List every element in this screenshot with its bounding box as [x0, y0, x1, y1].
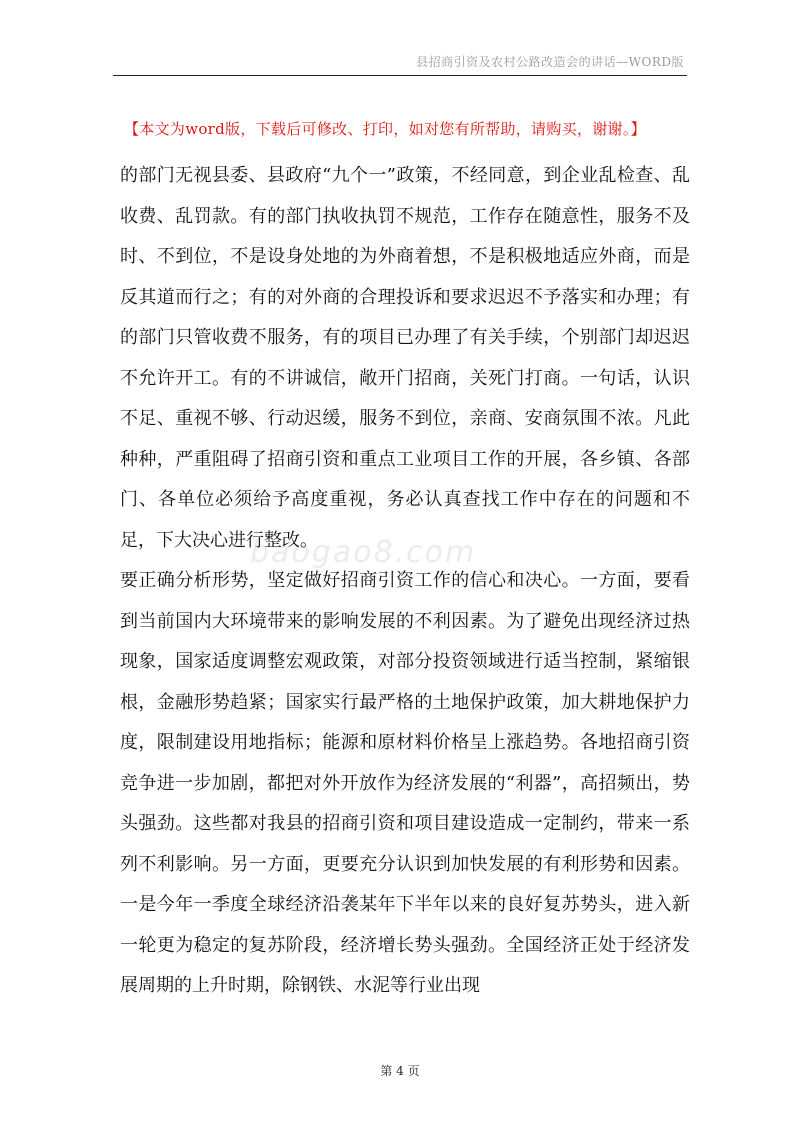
- paragraph: 的部门无视县委、县政府“九个一”政策，不经同意，到企业乱检查、乱收费、乱罚款。有的部门执收执罚不规范，工作存在随意性，服务不及时、不到位，不是设身处地的为外商着想，不是积极地适应外商，而是反其道而行之；有的对外商的合理投诉和要求迟迟不予落实和办理；有的部门只管收费不服务，有的项目已办理了有关手续，个别部门却迟迟不允许开工。有的不讲诚信，敞开门招商，关死门打商。一句话，认识不足、重视不够、行动迟缓，服务不到位，亲商、安商氛围不浓。凡此种种，严重阻碍了招商引资和重点工业项目工作的开展，各乡镇、各部门、各单位必须给予高度重视，务必认真查找工作中存在的问题和不足，下大决心进行整改。: [120, 165, 690, 551]
- page-header-title: 县招商引资及农村公路改造会的讲话—WORD版: [416, 55, 684, 69]
- watermark: baogao8.com: [250, 535, 477, 570]
- download-notice: 【本文为word版，下载后可修改、打印，如对您有所帮助，请购买，谢谢。】: [124, 120, 646, 138]
- paragraph: 要正确分析形势，坚定做好招商引资工作的信心和决心。一方面，要看到当前国内大环境带来的影响发展的不利因素。为了避免出现经济过热现象，国家适度调整宏观政策，对部分投资领域进行适当控制，紧缩银根，金融形势趋紧；国家实行最严格的土地保护政策，加大耕地保护力度，限制建设用地指标；能源和原材料价格呈上涨趋势。各地招商引资竞争进一步加剧，都把对外开放作为经济发展的“利器”，高招频出，势头强劲。这些都对我县的招商引资和项目建设造成一定制约，带来一系列不利影响。另一方面，更要充分认识到加快发展的有利形势和因素。一是今年一季度全球经济沿袭某年下半年以来的良好复苏势头，进入新一轮更为稳定的复苏阶段，经济增长势头强劲。全国经济正处于经济发展周期的上升时期，除钢铁、水泥等行业出现: [120, 570, 690, 996]
- header-rule: [113, 75, 687, 76]
- body-text: [120, 156, 690, 1007]
- page-number: 第 4 页: [380, 1064, 420, 1078]
